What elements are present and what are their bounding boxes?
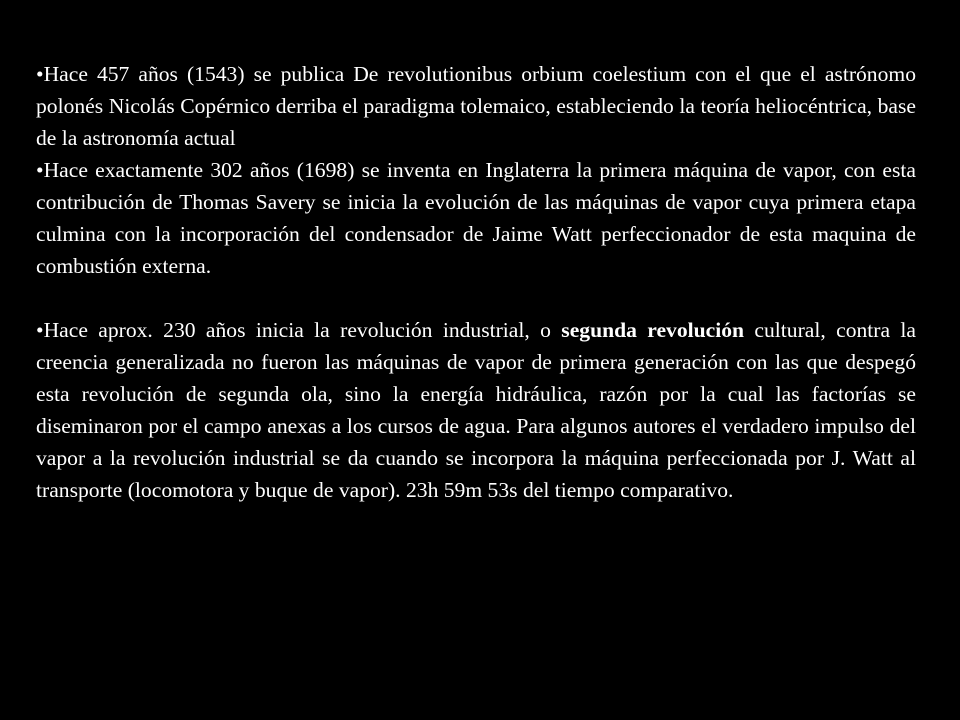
paragraph-text: Hace 457 años (1543) se publica De revolutionibus orbium coelestium con el que el astrónomo polonés Nicolás Copérnico derriba el paradigma tolemaico, estableciendo la teoría heliocéntrica, base de la astronomía actual xyxy=(36,62,916,150)
paragraph-copernico xyxy=(36,58,916,154)
paragraph-text-after: cultural, contra la creencia generalizada no fueron las máquinas de vapor de primera generación con las que despegó esta revolución de segunda ola, sino la energía hidráulica, razón por la cual las factorías se diseminaron por el campo anexas a los cursos de agua. Para algunos autores el verdadero impulso del vapor a la revolución industrial se da cuando se incorpora la máquina perfeccionada por J. Watt al transporte (locomotora y buque de vapor). 23h 59m 53s del tiempo comparativo. xyxy=(36,318,916,502)
bullet: • xyxy=(36,62,44,86)
paragraph-revolucion-industrial xyxy=(36,314,916,506)
paragraph-text: Hace exactamente 302 años (1698) se inventa en Inglaterra la primera máquina de vapor, con esta contribución de Thomas Savery se inicia la evolución de las máquinas de vapor cuya primera etapa culmina con la incorporación del condensador de Jaime Watt perfeccionador de esta maquina de combustión externa. xyxy=(36,158,916,278)
slide-body xyxy=(36,58,916,506)
paragraph-maquina-vapor xyxy=(36,154,916,282)
bullet: • xyxy=(36,318,44,342)
bullet: • xyxy=(36,158,44,182)
paragraph-text-before: Hace aprox. 230 años inicia la revolución industrial, o xyxy=(43,318,562,342)
emphasis-segunda-revolucion: segunda revolución xyxy=(561,318,745,342)
paragraph-spacer xyxy=(36,282,916,314)
